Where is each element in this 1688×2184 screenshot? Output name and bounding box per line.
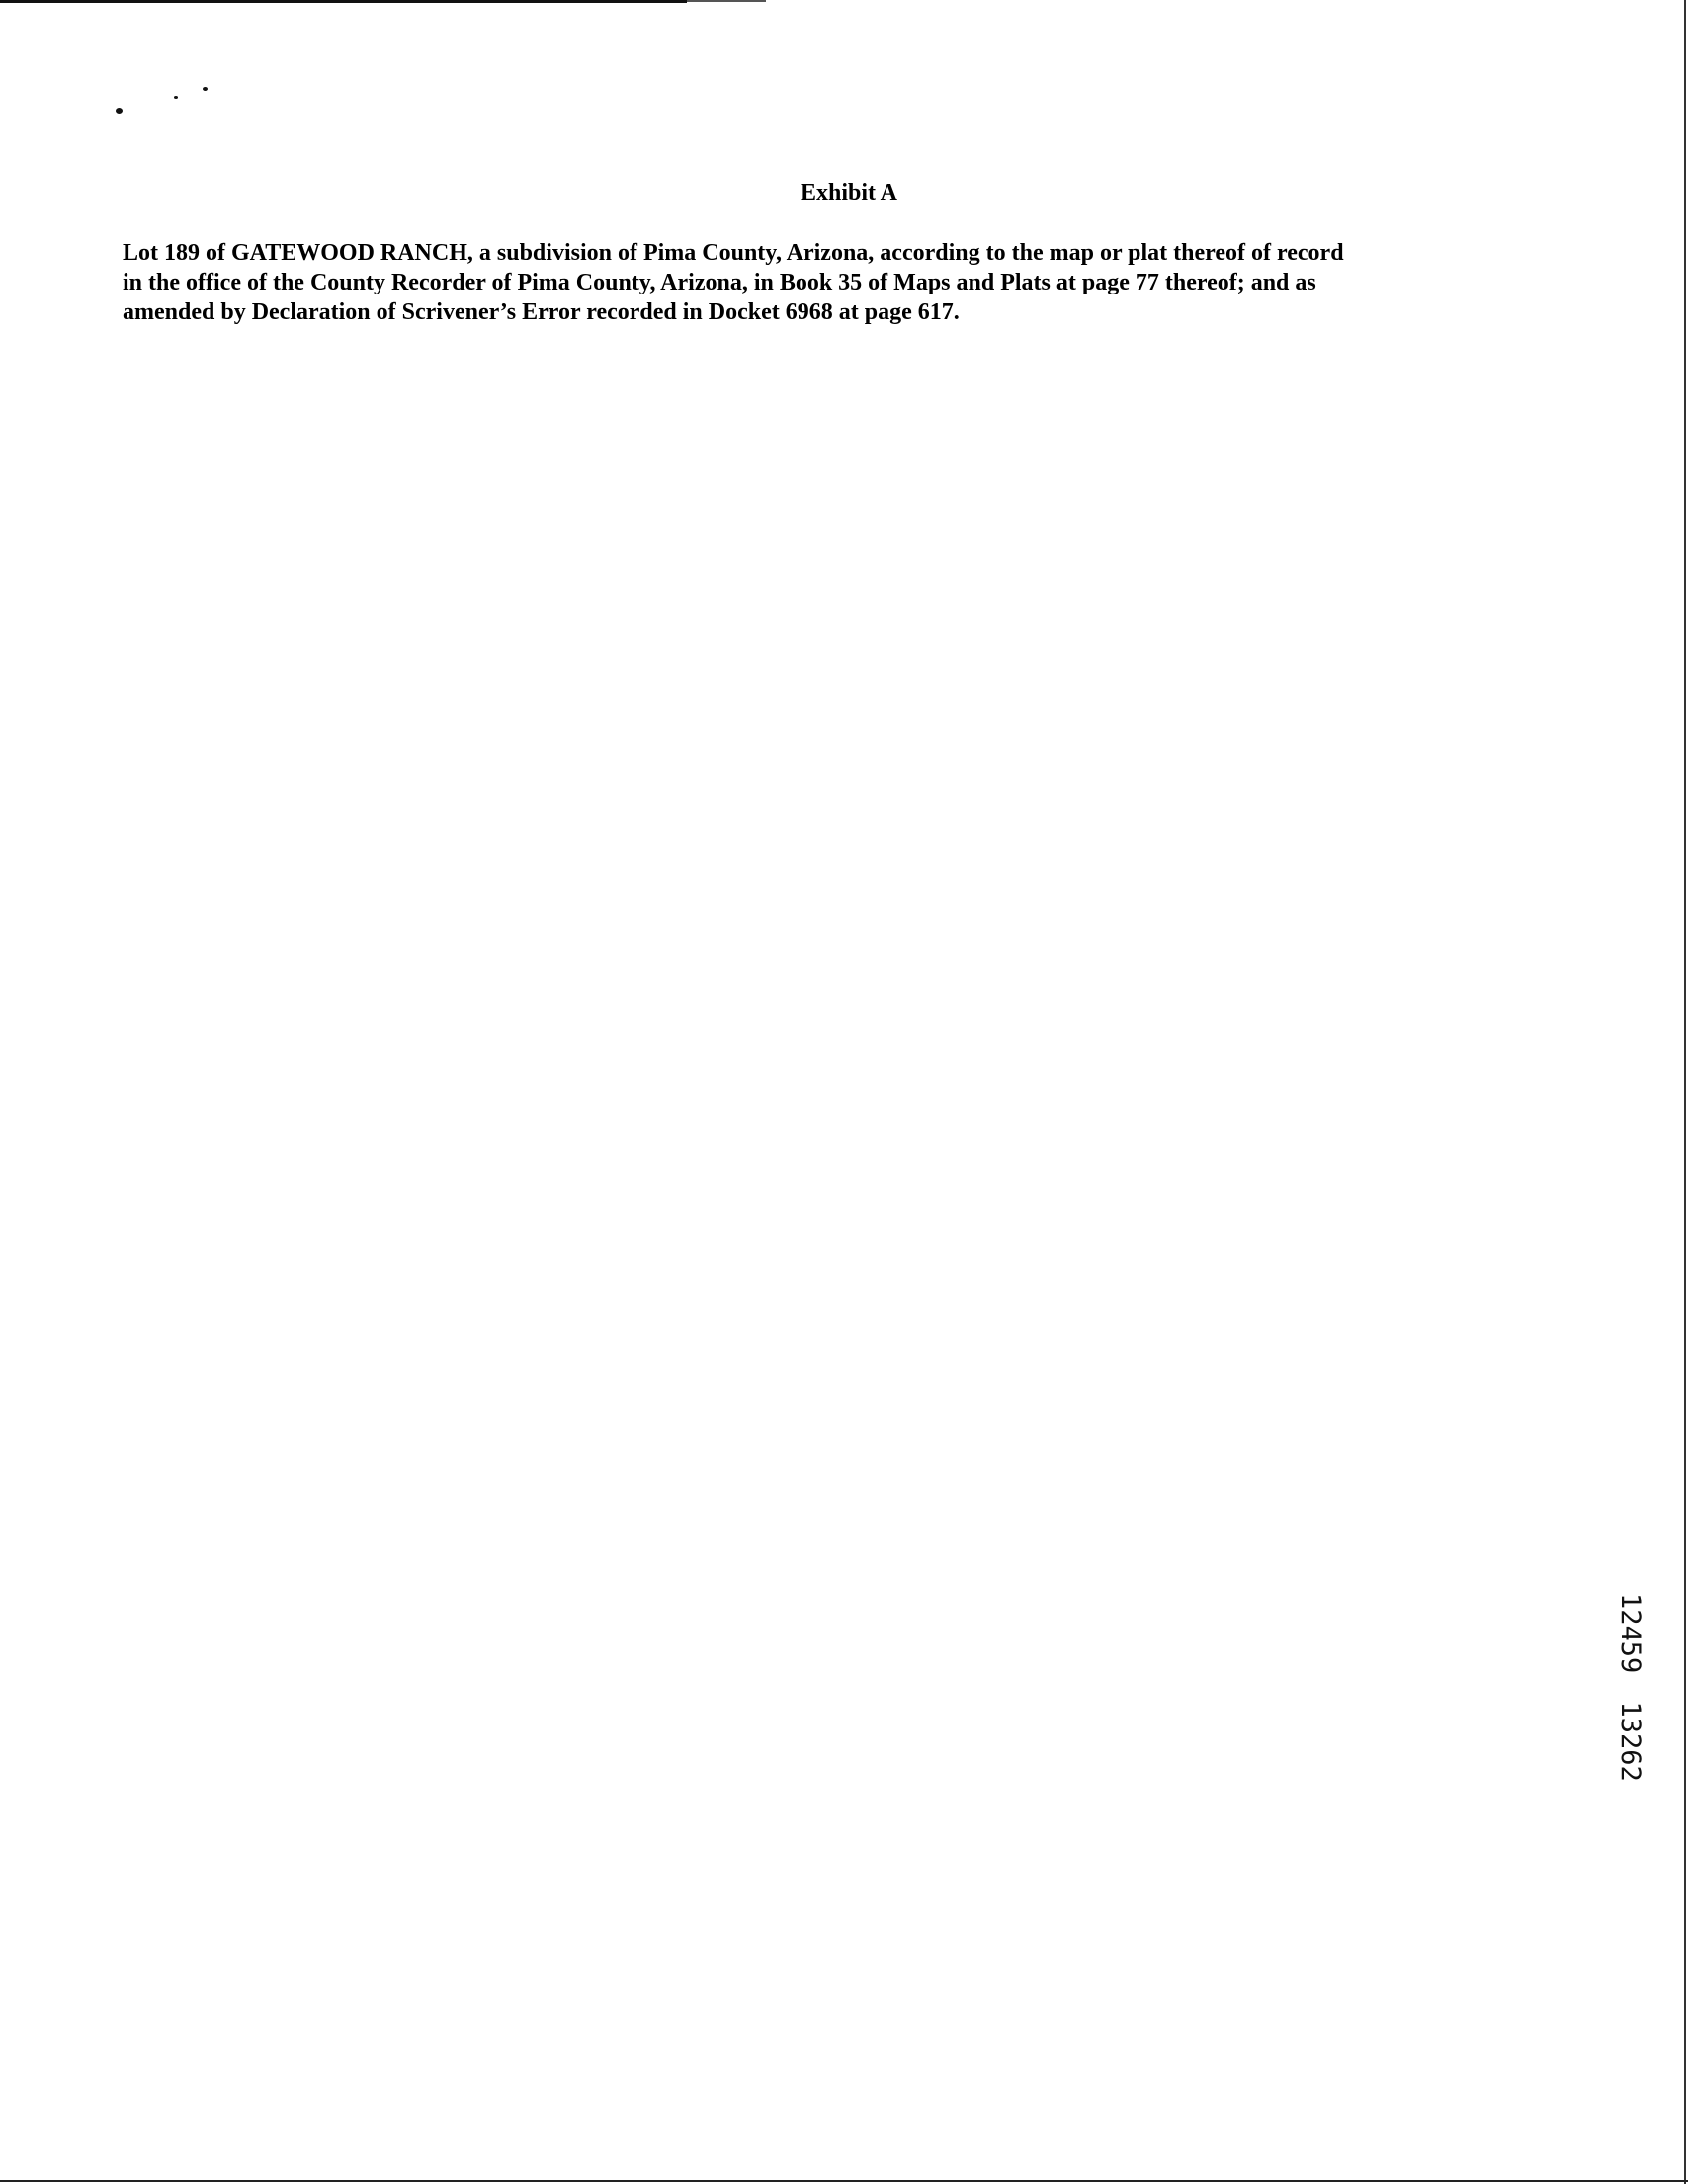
legal-description: Lot 189 of GATEWOOD RANCH, a subdivision of Pima County, Arizona, according to the map or plat thereof of record in the office of the County Recorder of Pima County, Arizona, in Book 35 of Maps and Plats at page 77 thereof; and as amended by Declaration of Scrivener’s Error recorded in Docket 6968 at page 617. <box>123 240 1344 325</box>
scan-edge-right <box>1684 0 1686 2184</box>
scan-edge-top <box>0 0 687 3</box>
scan-edge-bottom <box>0 2180 1688 2182</box>
recording-stamp: 12459 13262 <box>1615 1593 1646 1782</box>
scan-speck <box>116 108 123 114</box>
scan-speck <box>174 96 178 99</box>
scan-speck <box>203 87 208 91</box>
exhibit-title: Exhibit A <box>800 180 898 206</box>
scan-edge-top-faint <box>687 0 766 2</box>
